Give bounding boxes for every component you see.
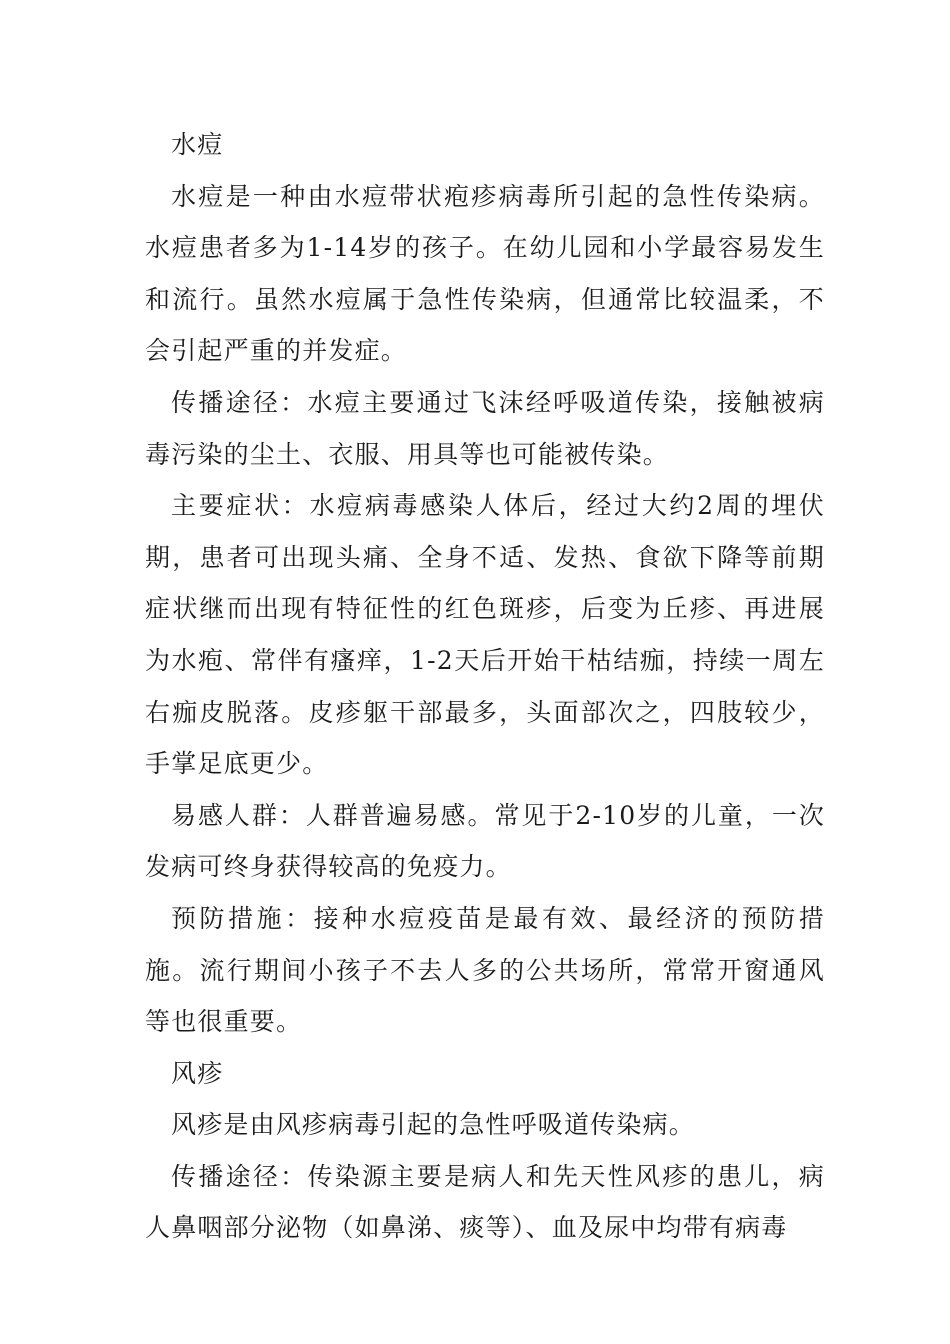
- paragraph-chickenpox-intro: 水痘是一种由水痘带状疱疹病毒所引起的急性传染病。水痘患者多为1-14岁的孩子。在幼儿园和小学最容易发生和流行。虽然水痘属于急性传染病，但通常比较温柔，不会引起严重的并发症。: [145, 181, 825, 366]
- paragraph-chickenpox-transmission: 传播途径：水痘主要通过飞沫经呼吸道传染，接触被病毒污染的尘土、衣服、用具等也可能被传染。: [145, 387, 825, 469]
- paragraph-rubella-transmission: 传播途径：传染源主要是病人和先天性风疹的患儿，病人鼻咽部分泌物（如鼻涕、痰等）、血及尿中均带有病毒: [145, 1161, 825, 1243]
- paragraph-chickenpox-susceptible: 易感人群：人群普遍易感。常见于2-10岁的儿童，一次发病可终身获得较高的免疫力。: [145, 800, 825, 882]
- document-body: [145, 119, 825, 1254]
- paragraph-chickenpox-symptoms: 主要症状：水痘病毒感染人体后，经过大约2周的埋伏期，患者可出现头痛、全身不适、发热、食欲下降等前期症状继而出现有特征性的红色斑疹，后变为丘疹、再进展为水疱、常伴有瘙痒，1-2天后开始干枯结痂，持续一周左右痂皮脱落。皮疹躯干部最多，头面部次之，四肢较少，手掌足底更少。: [145, 491, 825, 779]
- paragraph-chickenpox-prevention: 预防措施：接种水痘疫苗是最有效、最经济的预防措施。流行期间小孩子不去人多的公共场所，常常开窗通风等也很重要。: [145, 903, 825, 1037]
- section-heading-rubella: 风疹: [171, 1058, 224, 1088]
- paragraph-rubella-intro: 风疹是由风疹病毒引起的急性呼吸道传染病。: [171, 1110, 696, 1140]
- section-heading-chickenpox: 水痘: [171, 130, 224, 159]
